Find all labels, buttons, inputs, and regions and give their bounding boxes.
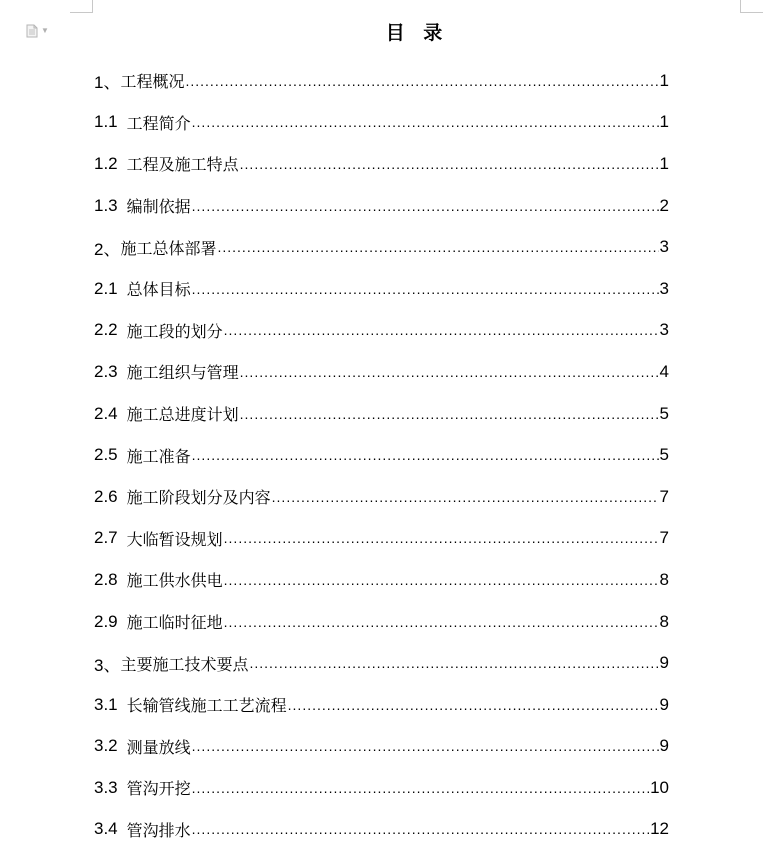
toc-entry-title: 编制依据 — [126, 197, 191, 217]
toc-entry-number: 2.4 — [94, 403, 118, 423]
toc-entry[interactable] — [94, 102, 669, 144]
toc-entry-title: 施工阶段划分及内容 — [126, 488, 271, 508]
toc-entry-title: 大临暂设规划 — [126, 529, 223, 549]
toc-entry[interactable] — [94, 60, 669, 102]
toc-entry-page-number: 2 — [659, 195, 669, 215]
toc-entry-number: 3.3 — [94, 777, 118, 797]
toc-entry-number: 3.2 — [94, 736, 118, 756]
toc-entry-number: 1.3 — [94, 195, 118, 215]
table-of-contents — [94, 60, 669, 850]
toc-entry-title: 长输管线施工工艺流程 — [126, 696, 287, 716]
toc-entry-number: 2.2 — [94, 320, 118, 340]
toc-dot-leader — [224, 573, 659, 587]
toc-entry[interactable] — [94, 684, 669, 726]
toc-entry-page-number: 4 — [659, 361, 669, 381]
toc-dot-leader — [192, 115, 659, 129]
toc-entry-page-number: 7 — [659, 486, 669, 506]
toc-entry[interactable] — [94, 726, 669, 768]
toc-entry-page-number: 8 — [659, 611, 669, 631]
page-corner-mark-right — [740, 0, 763, 13]
page-corner-mark-left — [70, 0, 93, 13]
toc-entry-number: 2.5 — [94, 445, 118, 465]
toc-entry-page-number: 3 — [659, 320, 669, 340]
toc-entry-page-number: 5 — [659, 445, 669, 465]
chevron-down-icon: ▼ — [41, 26, 49, 35]
toc-entry-title: 施工总进度计划 — [126, 405, 239, 425]
toc-entry[interactable] — [94, 310, 669, 352]
toc-dot-leader — [272, 490, 659, 504]
toc-dot-leader — [192, 781, 649, 795]
toc-entry-title: 施工组织与管理 — [126, 363, 239, 383]
toc-dot-leader — [240, 365, 659, 379]
toc-entry-title: 施工准备 — [126, 446, 191, 466]
toc-title: 目 录 — [385, 22, 449, 44]
toc-entry[interactable] — [94, 393, 669, 435]
toc-entry[interactable] — [94, 268, 669, 310]
toc-entry-title: 施工总体部署 — [120, 238, 217, 258]
toc-entry-page-number: 9 — [659, 653, 669, 673]
toc-entry-title: 主要施工技术要点 — [120, 654, 249, 674]
toc-dot-leader — [224, 531, 659, 545]
toc-entry[interactable] — [94, 559, 669, 601]
toc-entry-number: 3.1 — [94, 694, 118, 714]
toc-entry[interactable] — [94, 476, 669, 518]
toc-entry-page-number: 5 — [659, 403, 669, 423]
toc-entry-title: 施工临时征地 — [126, 613, 223, 633]
toc-entry-page-number: 7 — [659, 528, 669, 548]
toc-entry-page-number: 12 — [650, 819, 669, 839]
toc-dot-leader — [192, 448, 659, 462]
toc-dot-leader — [288, 698, 659, 712]
toc-entry[interactable] — [94, 767, 669, 809]
toc-entry-page-number: 1 — [659, 153, 669, 173]
toc-dot-leader — [217, 240, 658, 254]
toc-entry-page-number: 3 — [659, 237, 669, 257]
toc-entry-number: 3.4 — [94, 819, 118, 839]
toc-entry-number: 2.8 — [94, 569, 118, 589]
toc-dot-leader — [224, 615, 659, 629]
toc-dot-leader — [240, 157, 659, 171]
toc-entry[interactable] — [94, 143, 669, 185]
toc-entry-title: 总体目标 — [126, 280, 191, 300]
toc-entry-number: 2、 — [94, 239, 121, 259]
toc-entry-number: 2.1 — [94, 278, 118, 298]
toc-entry-page-number: 3 — [659, 278, 669, 298]
toc-dot-leader — [224, 323, 659, 337]
toc-entry-page-number: 10 — [650, 777, 669, 797]
toc-dot-leader — [185, 74, 658, 88]
toc-entry-page-number: 9 — [659, 694, 669, 714]
toc-entry[interactable] — [94, 642, 669, 684]
toc-dot-leader — [192, 199, 659, 213]
toc-entry-title: 工程及施工特点 — [126, 155, 239, 175]
toc-entry-number: 2.3 — [94, 361, 118, 381]
toc-entry[interactable] — [94, 226, 669, 268]
toc-entry[interactable] — [94, 809, 669, 850]
toc-entry-number: 2.9 — [94, 611, 118, 631]
toc-entry[interactable] — [94, 434, 669, 476]
toc-entry-page-number: 1 — [659, 70, 669, 90]
toc-entry-number: 1.1 — [94, 112, 118, 132]
toc-entry-number: 2.7 — [94, 528, 118, 548]
toc-entry-title: 管沟排水 — [126, 820, 191, 840]
toc-dot-leader — [240, 407, 659, 421]
toc-dot-leader — [192, 822, 649, 836]
toc-dot-leader — [192, 739, 659, 753]
toc-entry-number: 2.6 — [94, 486, 118, 506]
toc-entry-title: 施工段的划分 — [126, 321, 223, 341]
toc-entry-page-number: 9 — [659, 736, 669, 756]
toc-dot-leader — [192, 282, 659, 296]
toc-entry[interactable] — [94, 601, 669, 643]
toc-entry[interactable] — [94, 518, 669, 560]
toc-entry-number: 3、 — [94, 655, 121, 675]
toc-entry-page-number: 8 — [659, 569, 669, 589]
toc-entry-title: 管沟开挖 — [126, 779, 191, 799]
toc-entry[interactable] — [94, 351, 669, 393]
toc-entry-title: 工程概况 — [120, 72, 185, 92]
toc-entry-title: 施工供水供电 — [126, 571, 223, 591]
toc-entry-title: 测量放线 — [126, 737, 191, 757]
toc-entry-number: 1.2 — [94, 153, 118, 173]
toc-dot-leader — [249, 656, 658, 670]
toc-entry-number: 1、 — [94, 73, 121, 93]
toc-entry-page-number: 1 — [659, 112, 669, 132]
toc-entry-title: 工程简介 — [126, 113, 191, 133]
toc-entry[interactable] — [94, 185, 669, 227]
